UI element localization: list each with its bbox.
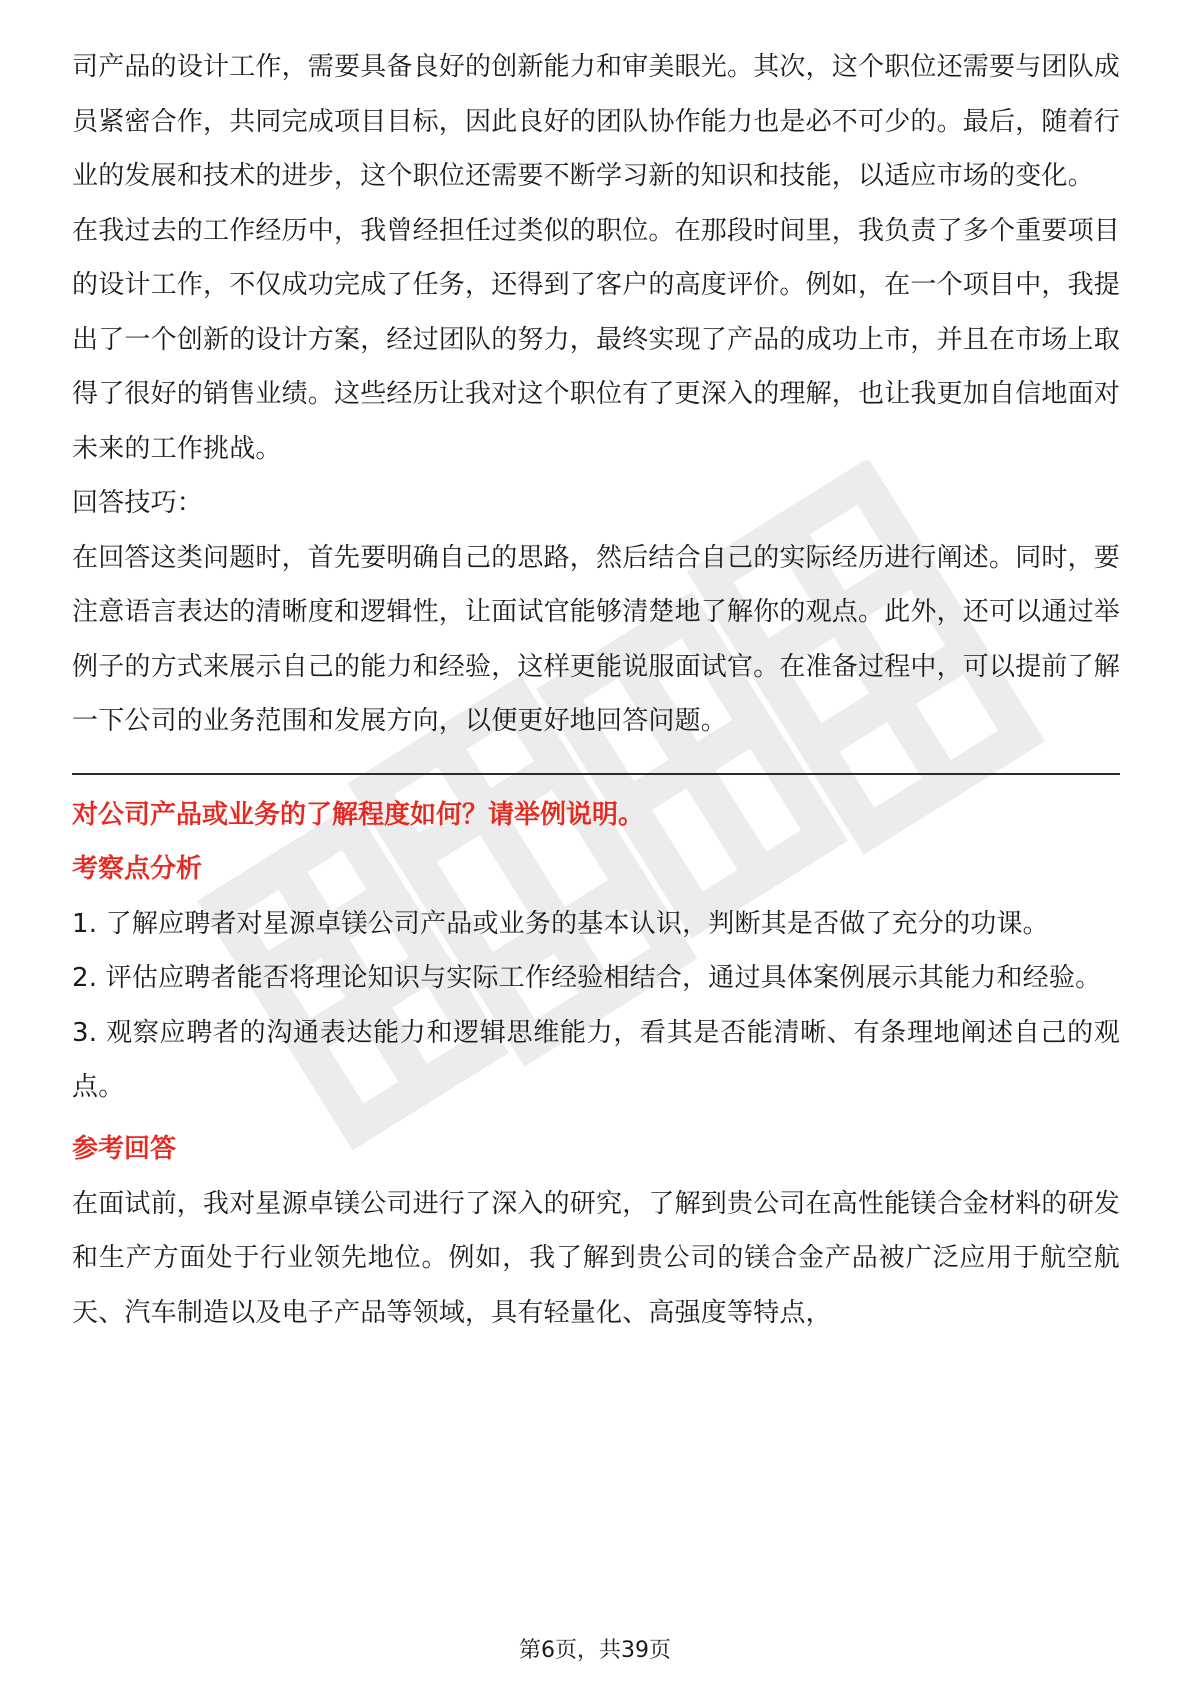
- body-paragraph: 司产品的设计工作，需要具备良好的创新能力和审美眼光。其次，这个职位还需要与团队成员紧密合作，共同完成项目目标，因此良好的团队协作能力也是必不可少的。最后，随着行业的发展和技术的进步，这个职位还需要不断学习新的知识和技能，以适应市场的变化。: [72, 52, 1121, 191]
- analysis-item: 2. 评估应聘者能否将理论知识与实际工作经验相结合，通过具体案例展示其能力和经验。: [72, 963, 1102, 993]
- page-content: [72, 40, 1120, 1340]
- body-paragraph: 在我过去的工作经历中，我曾经担任过类似的职位。在那段时间里，我负责了多个重要项目的设计工作，不仅成功完成了任务，还得到了客户的高度评价。例如，在一个项目中，我提出了一个创新的设计方案，经过团队的努力，最终实现了产品的成功上市，并且在市场上取得了很好的销售业绩。这些经历让我对这个职位有了更深入的理解，也让我更加自信地面对未来的工作挑战。: [72, 215, 1121, 464]
- analysis-item: 1. 了解应聘者对星源卓镁公司产品或业务的基本认识，判断其是否做了充分的功课。: [72, 908, 1049, 939]
- answer-tips-label: 回答技巧：: [72, 488, 204, 518]
- page-number: 第6页，共39页: [519, 1638, 671, 1663]
- reference-answer: 在面试前，我对星源卓镁公司进行了深入的研究，了解到贵公司在高性能镁合金材料的研发和生产方面处于行业领先地位。例如，我了解到贵公司的镁合金产品被广泛应用于航空航天、汽车制造以及电子产品等领域，具有轻量化、高强度等特点，: [72, 1188, 1121, 1328]
- body-paragraph: 在回答这类问题时，首先要明确自己的思路，然后结合自己的实际经历进行阐述。同时，要注意语言表达的清晰度和逻辑性，让面试官能够清楚地了解你的观点。此外，还可以通过举例子的方式来展示自己的能力和经验，这样更能说服面试官。在准备过程中，可以提前了解一下公司的业务范围和发展方向，以便更好地回答问题。: [72, 542, 1121, 736]
- analysis-item: 3. 观察应聘者的沟通表达能力和逻辑思维能力，看其是否能清晰、有条理地阐述自己的观点。: [72, 1017, 1120, 1102]
- section-divider: [72, 773, 1120, 775]
- analysis-heading: 考察点分析: [72, 853, 203, 884]
- question-title: 对公司产品或业务的了解程度如何？请举例说明。: [72, 799, 645, 830]
- reference-heading: 参考回答: [72, 1133, 177, 1164]
